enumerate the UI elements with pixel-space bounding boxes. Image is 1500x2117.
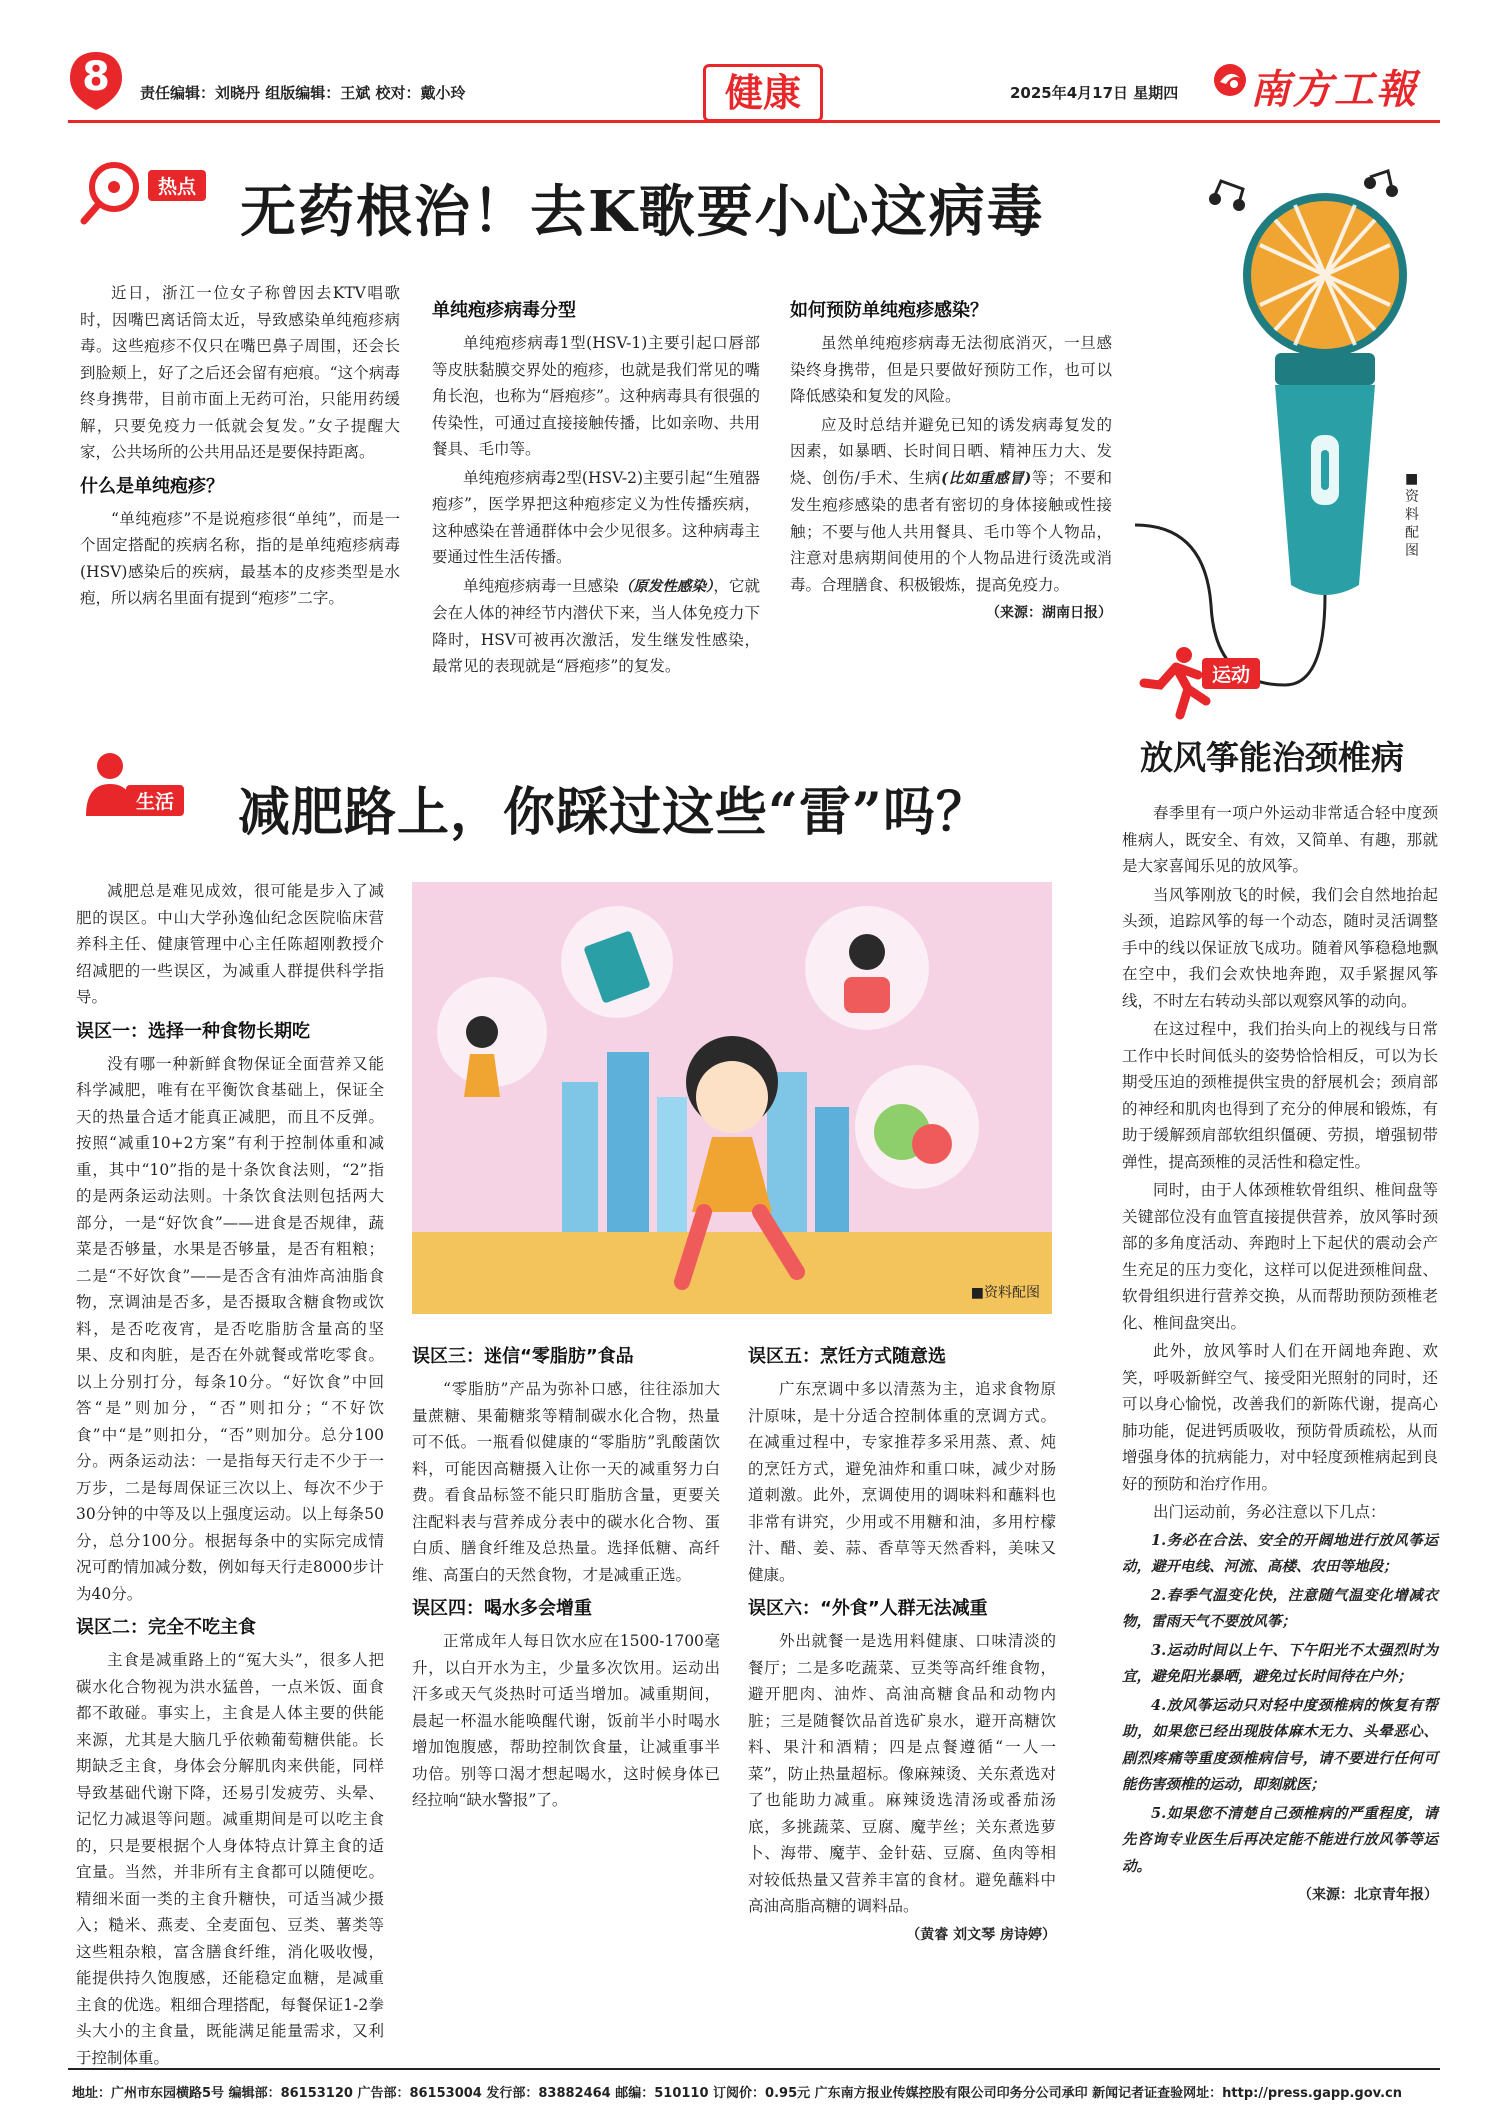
article2-para6: 外出就餐一是选用料健康、口味清淡的餐厅；二是多吃蔬菜、豆类等高纤维食物，避开肥肉、油炸、高油高糖食品和动物内脏；三是随餐饮品首选矿泉水，避开高糖饮料、果汁和酒精；四是点餐遵循“一人一菜”，防止热量超标。像麻辣烫、关东煮选对了也能助力减重。麻辣烫选清汤或番茄汤底，多挑蔬菜、豆腐、魔芋丝；关东煮选萝卜、海带、魔芋、金针菇、豆腐、鱼肉等相对较低热量又营养丰富的食材。避免蘸料中高油高脂高糖的调料品。 [748, 1632, 1056, 1915]
footer-rule [68, 2068, 1440, 2070]
article3-tip3: 3.运动时间以上午、下午阳光不太强烈时为宜，避免阳光暴晒，避免过长时间待在户外； [1122, 1641, 1438, 1685]
article2-heading2: 误区二：完全不吃主食 [76, 1617, 256, 1638]
article3-source: （来源：北京青年报） [1298, 1887, 1438, 1903]
article2-col3 [748, 1336, 1056, 1950]
article2-para5: 广东烹调中多以清蒸为主，追求食物原汁原味，是十分适合控制体重的烹调方式。在减重过程中，专家推荐多采用蒸、煮、炖的烹饪方式，避免油炸和重口味，减少对肠道刺激。此外，烹调使用的调味料和蘸料也非常有讲究，少用或不用糖和油，多用柠檬汁、醋、姜、蒜、香草等天然香料，美味又健康。 [748, 1380, 1056, 1584]
article1-heading3: 如何预防单纯疱疹感染？ [790, 300, 988, 321]
article3-col [1122, 800, 1438, 1911]
article3-tip2: 2.春季气温变化快，注意随气温变化增减衣物，雷雨天气不要放风筝； [1122, 1586, 1438, 1630]
article1-para4: 单纯疱疹病毒一旦感染（原发性感染），它就会在人体的神经节内潜伏下来，当人体免疫力下降时，HSV可被再次激活，发生继发性感染，最常见的表现就是“唇疱疹”的复发。 [432, 576, 760, 675]
article3-tip5: 5.如果您不清楚自己颈椎病的严重程度，请先咨询专业医生后再决定能不能进行放风筝等运动。 [1122, 1804, 1438, 1875]
article1-heading2: 单纯疱疹病毒分型 [432, 300, 576, 321]
article2-heading6: 误区六：“外食”人群无法减重 [748, 1598, 988, 1619]
article2-para1: 没有哪一种新鲜食物保证全面营养又能科学减肥，唯有在平衡饮食基础上，保证全天的热量合适才能真正减肥，而且不反弹。按照“减重10+2方案”有利于控制体重和减重，其中“10”指的是十条饮食法则，“2”指的是两条运动法则。十条饮食法则包括两大部分，一是“好饮食”——进食是否规律，蔬菜是否够量，水果是否够量，是否有粗粮；二是“不好饮食”——是否含有油炸高油脂食物，烹调油是否多，是否摄取含糖食物或饮料，是否吃夜宵，是否吃脂肪含量高的坚果、皮和肉脏，是否在外就餐或常吃零食。以上分别打分，每条10分。“好饮食”中回答“是”则加分，“否”则扣分；“不好饮食”中“是”则扣分，“否”则加分。总分100分。两条运动法：一是指每天行走不少于一万步，二是每周保证三次以上、每次不少于30分钟的中等及以上强度运动。以上每条50分，总分100分。根据每条中的实际完成情况可酌情加减分数，例如每天行走8000步计为40分。 [76, 1054, 384, 1603]
article2-heading3-inline: 误区三：迷信“零脂肪”食品 [412, 1346, 634, 1367]
article1-col1 [80, 280, 400, 614]
article1-col3 [790, 290, 1112, 629]
article2-image-caption: ■资料配图 [970, 1285, 1040, 1301]
article1-image-caption: ■资料配图 [1405, 471, 1419, 559]
microphone-illustration [1175, 165, 1445, 735]
section-label: 健康 [703, 64, 823, 122]
paper-logo-icon [1212, 62, 1248, 98]
article1-heading1: 什么是单纯疱疹？ [80, 475, 224, 497]
article1-para1: “单纯疱疹”不是说疱疹很“单纯”，而是一个固定搭配的疾病名称，指的是单纯疱疹病毒(HSV)感染后的疾病，最基本的皮疹类型是水疱，所以病名里面有提到“疱疹”二字。 [80, 509, 400, 607]
article1-col2 [432, 290, 760, 682]
article2-col2 [412, 1336, 720, 1816]
article3-para4: 同时，由于人体颈椎软骨组织、椎间盘等关键部位没有血管直接提供营养，放风筝时颈部的多角度活动、奔跑时上下起伏的震动会产生充足的压力变化，这样可以促进颈椎间盘、软骨组织进行营养交换，从而帮助预防颈椎老化、椎间盘突出。 [1122, 1181, 1438, 1332]
footer-text: 地址：广州市东园横路5号 编辑部：86153120 广告部：86153004 发行部：83882464 邮编：510110 订阅价：0.95元 广东南方报业传媒控股有限公司印务分公司承印 新闻记者证查验网址：http://press.gapp.gov.cn [72, 2086, 1402, 2101]
article3-para3: 在这过程中，我们抬头向上的视线与日常工作中长时间低头的姿势恰恰相反，可以为长期受压迫的颈椎提供宝贵的舒展机会；颈肩部的神经和肌肉也得到了充分的伸展和锻炼，有助于缓解颈肩部软组织僵硬、劳损，增强韧带弹性，提高颈椎的灵活性和稳定性。 [1122, 1020, 1438, 1171]
sport-tag: 运动 [1202, 658, 1260, 689]
life-tag: 生活 [126, 785, 184, 816]
article1-para3: 单纯疱疹病毒2型(HSV-2)主要引起“生殖器疱疹”，医学界把这种疱疹定义为性传播疾病，这种感染在普通群体中会少见很多。这种病毒主要通过性生活传播。 [432, 468, 760, 566]
article3-para2: 当风筝刚放飞的时候，我们会自然地抬起头颈，追踪风筝的每一个动态，随时灵活调整手中的线以保证放飞成功。随着风筝稳稳地飘在空中，我们会欢快地奔跑，双手紧握风筝线，不时左右转动头部以观察风筝的动向。 [1122, 885, 1438, 1010]
article2-heading5: 误区五：烹饪方式随意选 [748, 1346, 946, 1367]
article3-tip4: 4.放风筝运动只对轻中度颈椎病的恢复有帮助，如果您已经出现肢体麻木无力、头晕恶心、剧烈疼痛等重度颈椎病信号，请不要进行任何可能伤害颈椎的运动，即刻就医； [1122, 1696, 1438, 1793]
article2-byline: （黄睿 刘文琴 房诗婷） [906, 1926, 1056, 1943]
article3-para1: 春季里有一项户外运动非常适合轻中度颈椎病人，既安全、有效，又简单、有趣，那就是大家喜闻乐见的放风筝。 [1122, 804, 1438, 875]
article2-para3: “零脂肪”产品为弥补口感，往往添加大量蔗糖、果葡糖浆等精制碳水化合物，热量可不低。一瓶看似健康的“零脂肪”乳酸菌饮料，可能因高糖摄入让你一天的减重努力白费。看食品标签不能只盯脂肪含量，更要关注配料表与营养成分表中的碳水化合物、蛋白质、膳食纤维及总热量。选择低糖、高纤维、高蛋白的天然食物，才是减重正选。 [412, 1380, 720, 1584]
editors-line: 责任编辑：刘晓丹 组版编辑：王斌 校对：戴小玲 [140, 84, 466, 102]
article3-tip1: 1.务必在合法、安全的开阔地进行放风筝运动，避开电线、河流、高楼、农田等地段； [1122, 1531, 1438, 1575]
article2-title: 减肥路上，你踩过这些“雷”吗？ [238, 782, 989, 843]
page-number: 8 [82, 54, 110, 100]
diet-illustration [412, 882, 1052, 1314]
article3-para6: 出门运动前，务必注意以下几点： [1153, 1503, 1386, 1521]
article1-title: 无药根治！去K歌要小心这病毒 [240, 179, 1045, 245]
article2-heading1: 误区一：选择一种食物长期吃 [76, 1020, 310, 1042]
article2-col1 [76, 878, 384, 2067]
header-rule [68, 120, 1440, 123]
article1-intro: 近日，浙江一位女子称曾因去KTV唱歌时，因嘴巴离话筒太近，导致感染单纯疱疹病毒。这些疱疹不仅只在嘴巴鼻子周围，还会长到脸颊上，好了之后还会留有疤痕。“这个病毒终身携带，目前市面上无药可治，只能用药缓解，只要免疫力一低就会复发。”女子提醒大家，公共场所的公共用品还是要保持距离。 [80, 284, 400, 461]
article2-heading4: 误区四：喝水多会增重 [412, 1598, 592, 1619]
page-number-badge [68, 50, 124, 112]
article1-source: （来源：湖南日报） [986, 605, 1112, 621]
article1-para5: 虽然单纯疱疹病毒无法彻底消灭，一旦感染终身携带，但是只要做好预防工作，也可以降低感染和复发的风险。 [790, 334, 1112, 405]
article2-para4: 正常成年人每日饮水应在1500-1700毫升，以白开水为主，少量多次饮用。运动出汗多或天气炎热时可适当增加。减重期间，晨起一杯温水能唤醒代谢，饭前半小时喝水增加饱腹感，帮助控制饮食量，让减重事半功倍。别等口渴才想起喝水，这时候身体已经拉响“缺水警报”了。 [412, 1632, 720, 1809]
article1-para6: 应及时总结并避免已知的诱发病毒复发的因素，如暴晒、长时间日晒、精神压力大、发烧、创伤/手术、生病(比如重感冒)等；不要和发生疱疹感染的患者有密切的身体接触或性接触；不要与他人共用餐具、毛巾等个人物品，注意对患病期间使用的个人物品进行烫洗或消毒。合理膳食、积极锻炼，提高免疫力。 [790, 415, 1112, 594]
hot-tag: 热点 [148, 170, 206, 201]
date-line: 2025年4月17日 星期四 [1010, 84, 1179, 102]
article2-intro: 减肥总是难见成效，很可能是步入了减肥的误区。中山大学孙逸仙纪念医院临床营养科主任、健康管理中心主任陈超刚教授介绍减肥的一些误区，为减重人群提供科学指导。 [76, 882, 384, 1006]
article1-para2: 单纯疱疹病毒1型(HSV-1)主要引起口唇部等皮肤黏膜交界处的疱疹，也就是我们常见的嘴角长泡，也称为“唇疱疹”。这种病毒具有很强的传染性，可通过直接接触传播，比如亲吻、共用餐具、毛巾等。 [432, 334, 760, 458]
article3-title: 放风筝能治颈椎病 [1140, 738, 1404, 777]
article3-para5: 此外，放风筝时人们在开阔地奔跑、欢笑，呼吸新鲜空气、接受阳光照射的同时，还可以身心愉悦，改善我们的新陈代谢，提高心肺功能，促进钙质吸收，预防骨质疏松，从而增强身体的抗病能力，对中轻度颈椎病起到良好的预防和治疗作用。 [1122, 1342, 1438, 1493]
sport-runner-icon [1140, 645, 1210, 725]
article2-para2: 主食是减重路上的“冤大头”，很多人把碳水化合物视为洪水猛兽，一点米饭、面食都不敢碰。事实上，主食是人体主要的供能来源，尤其是大脑几乎依赖葡萄糖供能。长期缺乏主食，身体会分解肌肉来供能，同样导致基础代谢下降，还易引发疲劳、头晕、记忆力减退等问题。减重期间是可以吃主食的，只是要根据个人身体特点计算主食的适宜量。当然，并非所有主食都可以随便吃。精细米面一类的主食升糖快，可适当减少摄入；糙米、燕麦、全麦面包、豆类、薯类等这些粗杂粮，富含膳食纤维，消化吸收慢，能提供持久饱腹感，还能稳定血糖，是减重主食的优选。粗细合理搭配，每餐保证1-2拳头大小的主食量，既能满足能量需求，又利于控制体重。 [76, 1651, 384, 2067]
paper-name: 南方工報 [1250, 66, 1418, 113]
